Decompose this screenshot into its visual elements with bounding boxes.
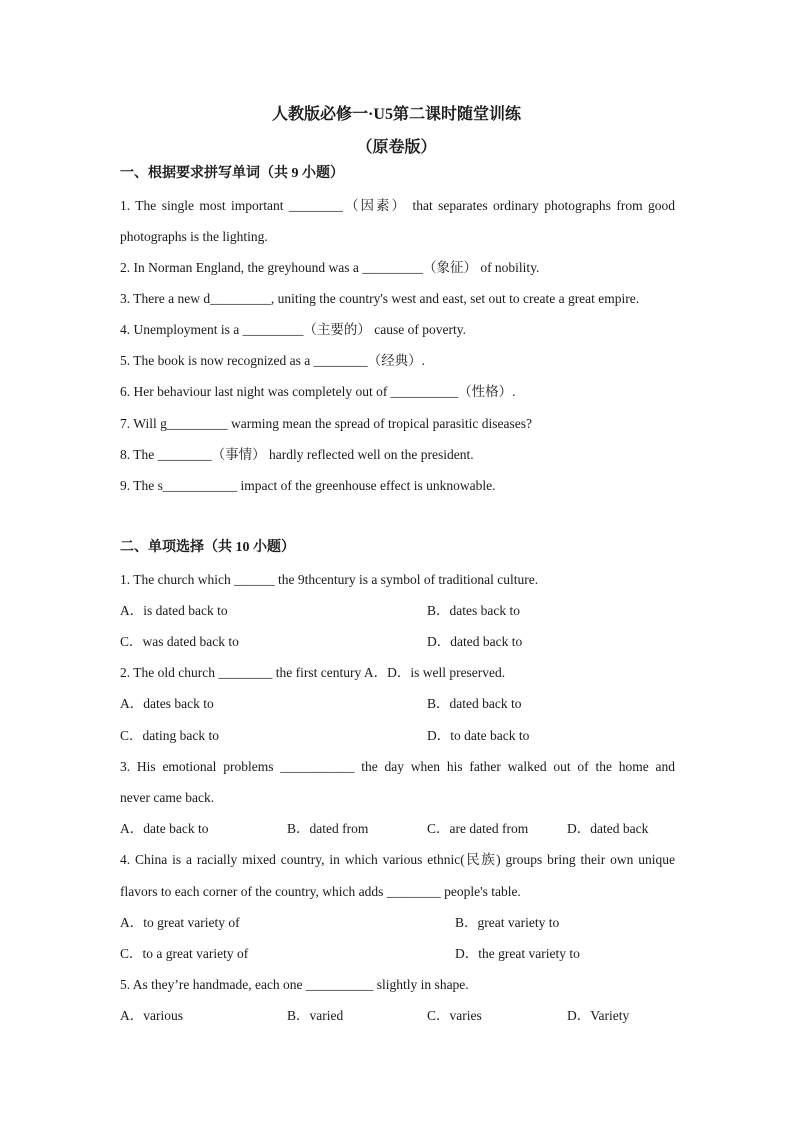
question-stem: 3. His emotional problems ___________ the day when his father walked out of the home and (120, 759, 675, 774)
option-a: A．is dated back to (120, 603, 228, 618)
option-b: B．great variety to (455, 915, 560, 930)
section-heading-1: 一、根据要求拼写单词（共 9 小题） (120, 166, 344, 181)
option-d: D．to date back to (427, 728, 530, 743)
option-c: C．dating back to (120, 728, 219, 743)
question-line: 1. The single most important ________（因素） that separates ordinary photographs from good (120, 198, 675, 213)
question-line: 5. The book is now recognized as a ________（经典）. (120, 353, 425, 368)
option-c: C．to a great variety of (120, 946, 249, 961)
page-title: 人教版必修一·U5第二课时随堂训练 (272, 106, 521, 123)
option-d: D．the great variety to (455, 946, 580, 961)
question-line: 6. Her behaviour last night was completely out of __________（性格）. (120, 384, 516, 399)
question-line: 2. In Norman England, the greyhound was a _________（象征） of nobility. (120, 260, 540, 275)
question-stem: 1. The church which ______ the 9thcentury is a symbol of traditional culture. (120, 572, 539, 587)
option-a: A．dates back to (120, 696, 214, 711)
option-b: B．dated from (287, 821, 369, 836)
option-c: C．are dated from (427, 821, 529, 836)
question-stem: 2. The old church ________ the first century A．D．is well preserved. (120, 665, 506, 680)
question-line: 9. The s___________ impact of the greenhouse effect is unknowable. (120, 478, 496, 493)
option-b: B．dates back to (427, 603, 520, 618)
option-a: A．to great variety of (120, 915, 240, 930)
option-b: B．varied (287, 1008, 344, 1023)
question-stem: 5. As they’re handmade, each one __________ slightly in shape. (120, 977, 469, 992)
question-line: 3. There a new d_________, uniting the country's west and east, set out to create a great empire. (120, 291, 640, 306)
option-b: B．dated back to (427, 696, 522, 711)
option-d: D．dated back (567, 821, 649, 836)
page-subtitle: （原卷版） (356, 139, 437, 156)
question-stem: 4. China is a racially mixed country, in which various ethnic(民族) groups bring their own unique (120, 852, 675, 867)
question-line: 8. The ________（事情） hardly reflected well on the president. (120, 447, 474, 462)
question-line: 7. Will g_________ warming mean the spread of tropical parasitic diseases? (120, 416, 532, 431)
option-a: A．various (120, 1008, 183, 1023)
option-d: D．dated back to (427, 634, 523, 649)
option-c: C．varies (427, 1008, 482, 1023)
option-d: D．Variety (567, 1008, 630, 1023)
question-stem-cont: never came back. (120, 790, 215, 805)
question-line: photographs is the lighting. (120, 229, 268, 244)
option-a: A．date back to (120, 821, 209, 836)
option-c: C．was dated back to (120, 634, 239, 649)
section-heading-2: 二、单项选择（共 10 小题） (120, 540, 295, 555)
question-line: 4. Unemployment is a _________（主要的） cause of poverty. (120, 322, 466, 337)
question-stem-cont: flavors to each corner of the country, which adds ________ people's table. (120, 884, 521, 899)
